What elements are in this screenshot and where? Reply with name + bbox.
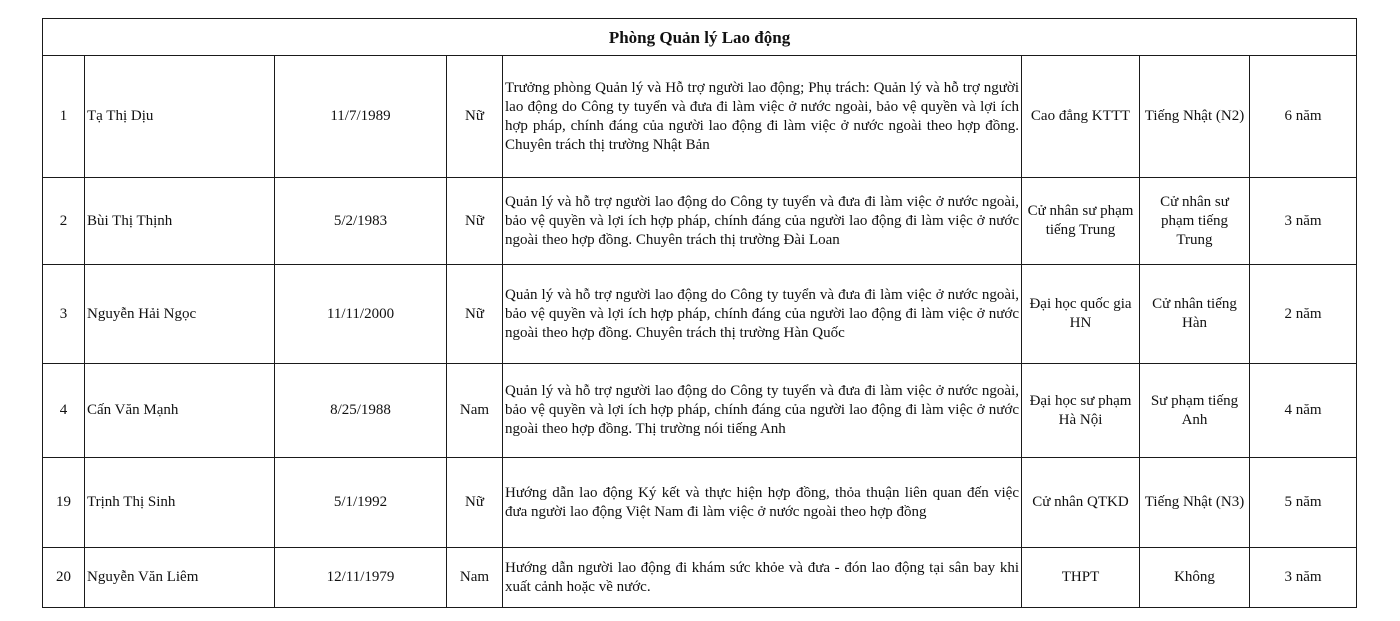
education-cell: Cao đẳng KTTT — [1022, 56, 1140, 178]
education-cell: Cử nhân QTKD — [1022, 458, 1140, 548]
birth-date-cell: 5/1/1992 — [275, 458, 447, 548]
row-number-cell: 4 — [43, 364, 85, 458]
table-row — [43, 548, 1357, 608]
employee-name-cell: Bùi Thị Thịnh — [85, 178, 275, 265]
duties-cell: Hướng dẫn người lao động đi khám sức khỏe và đưa - đón lao động tại sân bay khi xuất cảnh hoặc về nước. — [503, 548, 1022, 608]
language-cell: Sư phạm tiếng Anh — [1140, 364, 1250, 458]
employee-name-cell: Nguyễn Văn Liêm — [85, 548, 275, 608]
table-row — [43, 56, 1357, 178]
duties-cell: Quản lý và hỗ trợ người lao động do Công ty tuyển và đưa đi làm việc ở nước ngoài, bảo vệ quyền và lợi ích hợp pháp, chính đáng của người lao động đi làm việc ở nước ngoài theo hợp đồng. Chuyên trách thị trường Đài Loan — [503, 178, 1022, 265]
row-number-cell: 3 — [43, 265, 85, 364]
language-cell: Cử nhân tiếng Hàn — [1140, 265, 1250, 364]
experience-cell: 2 năm — [1250, 265, 1357, 364]
row-number-cell: 1 — [43, 56, 85, 178]
experience-cell: 3 năm — [1250, 548, 1357, 608]
row-number-cell: 2 — [43, 178, 85, 265]
table-row — [43, 178, 1357, 265]
row-number-cell: 20 — [43, 548, 85, 608]
language-cell: Không — [1140, 548, 1250, 608]
employee-name-cell: Tạ Thị Dịu — [85, 56, 275, 178]
employee-name-cell: Cấn Văn Mạnh — [85, 364, 275, 458]
education-cell: Cử nhân sư phạm tiếng Trung — [1022, 178, 1140, 265]
language-cell: Tiếng Nhật (N2) — [1140, 56, 1250, 178]
experience-cell: 6 năm — [1250, 56, 1357, 178]
staff-table-body — [43, 19, 1357, 608]
row-number-cell: 19 — [43, 458, 85, 548]
language-cell: Cử nhân sư phạm tiếng Trung — [1140, 178, 1250, 265]
language-cell: Tiếng Nhật (N3) — [1140, 458, 1250, 548]
education-cell: THPT — [1022, 548, 1140, 608]
gender-cell: Nữ — [447, 265, 503, 364]
education-cell: Đại học sư phạm Hà Nội — [1022, 364, 1140, 458]
birth-date-cell: 5/2/1983 — [275, 178, 447, 265]
birth-date-cell: 12/11/1979 — [275, 548, 447, 608]
birth-date-cell: 11/7/1989 — [275, 56, 447, 178]
gender-cell: Nam — [447, 548, 503, 608]
table-row — [43, 364, 1357, 458]
gender-cell: Nữ — [447, 178, 503, 265]
experience-cell: 5 năm — [1250, 458, 1357, 548]
employee-name-cell: Nguyễn Hải Ngọc — [85, 265, 275, 364]
birth-date-cell: 11/11/2000 — [275, 265, 447, 364]
staff-table — [42, 18, 1357, 608]
department-title: Phòng Quản lý Lao động — [43, 19, 1357, 56]
experience-cell: 3 năm — [1250, 178, 1357, 265]
gender-cell: Nữ — [447, 56, 503, 178]
duties-cell: Quản lý và hỗ trợ người lao động do Công ty tuyển và đưa đi làm việc ở nước ngoài, bảo vệ quyền và lợi ích hợp pháp, chính đáng của người lao động đi làm việc ở nước ngoài theo hợp đồng. Thị trường nói tiếng Anh — [503, 364, 1022, 458]
duties-cell: Quản lý và hỗ trợ người lao động do Công ty tuyển và đưa đi làm việc ở nước ngoài, bảo vệ quyền và lợi ích hợp pháp, chính đáng của người lao động đi làm việc ở nước ngoài theo hợp đồng. Chuyên trách thị trường Hàn Quốc — [503, 265, 1022, 364]
department-title-row — [43, 19, 1357, 56]
education-cell: Đại học quốc gia HN — [1022, 265, 1140, 364]
birth-date-cell: 8/25/1988 — [275, 364, 447, 458]
employee-name-cell: Trịnh Thị Sinh — [85, 458, 275, 548]
gender-cell: Nữ — [447, 458, 503, 548]
gender-cell: Nam — [447, 364, 503, 458]
duties-cell: Trưởng phòng Quản lý và Hỗ trợ người lao động; Phụ trách: Quản lý và hỗ trợ người lao động do Công ty tuyển và đưa đi làm việc ở nước ngoài, bảo vệ quyền và lợi ích hợp pháp, chính đáng của người lao động đi làm việc ở nước ngoài theo hợp đồng. Chuyên trách thị trường Nhật Bản — [503, 56, 1022, 178]
experience-cell: 4 năm — [1250, 364, 1357, 458]
table-row — [43, 265, 1357, 364]
table-row — [43, 458, 1357, 548]
duties-cell: Hướng dẫn lao động Ký kết và thực hiện hợp đồng, thỏa thuận liên quan đến việc đưa người lao động Việt Nam đi làm việc ở nước ngoài theo hợp đồng — [503, 458, 1022, 548]
